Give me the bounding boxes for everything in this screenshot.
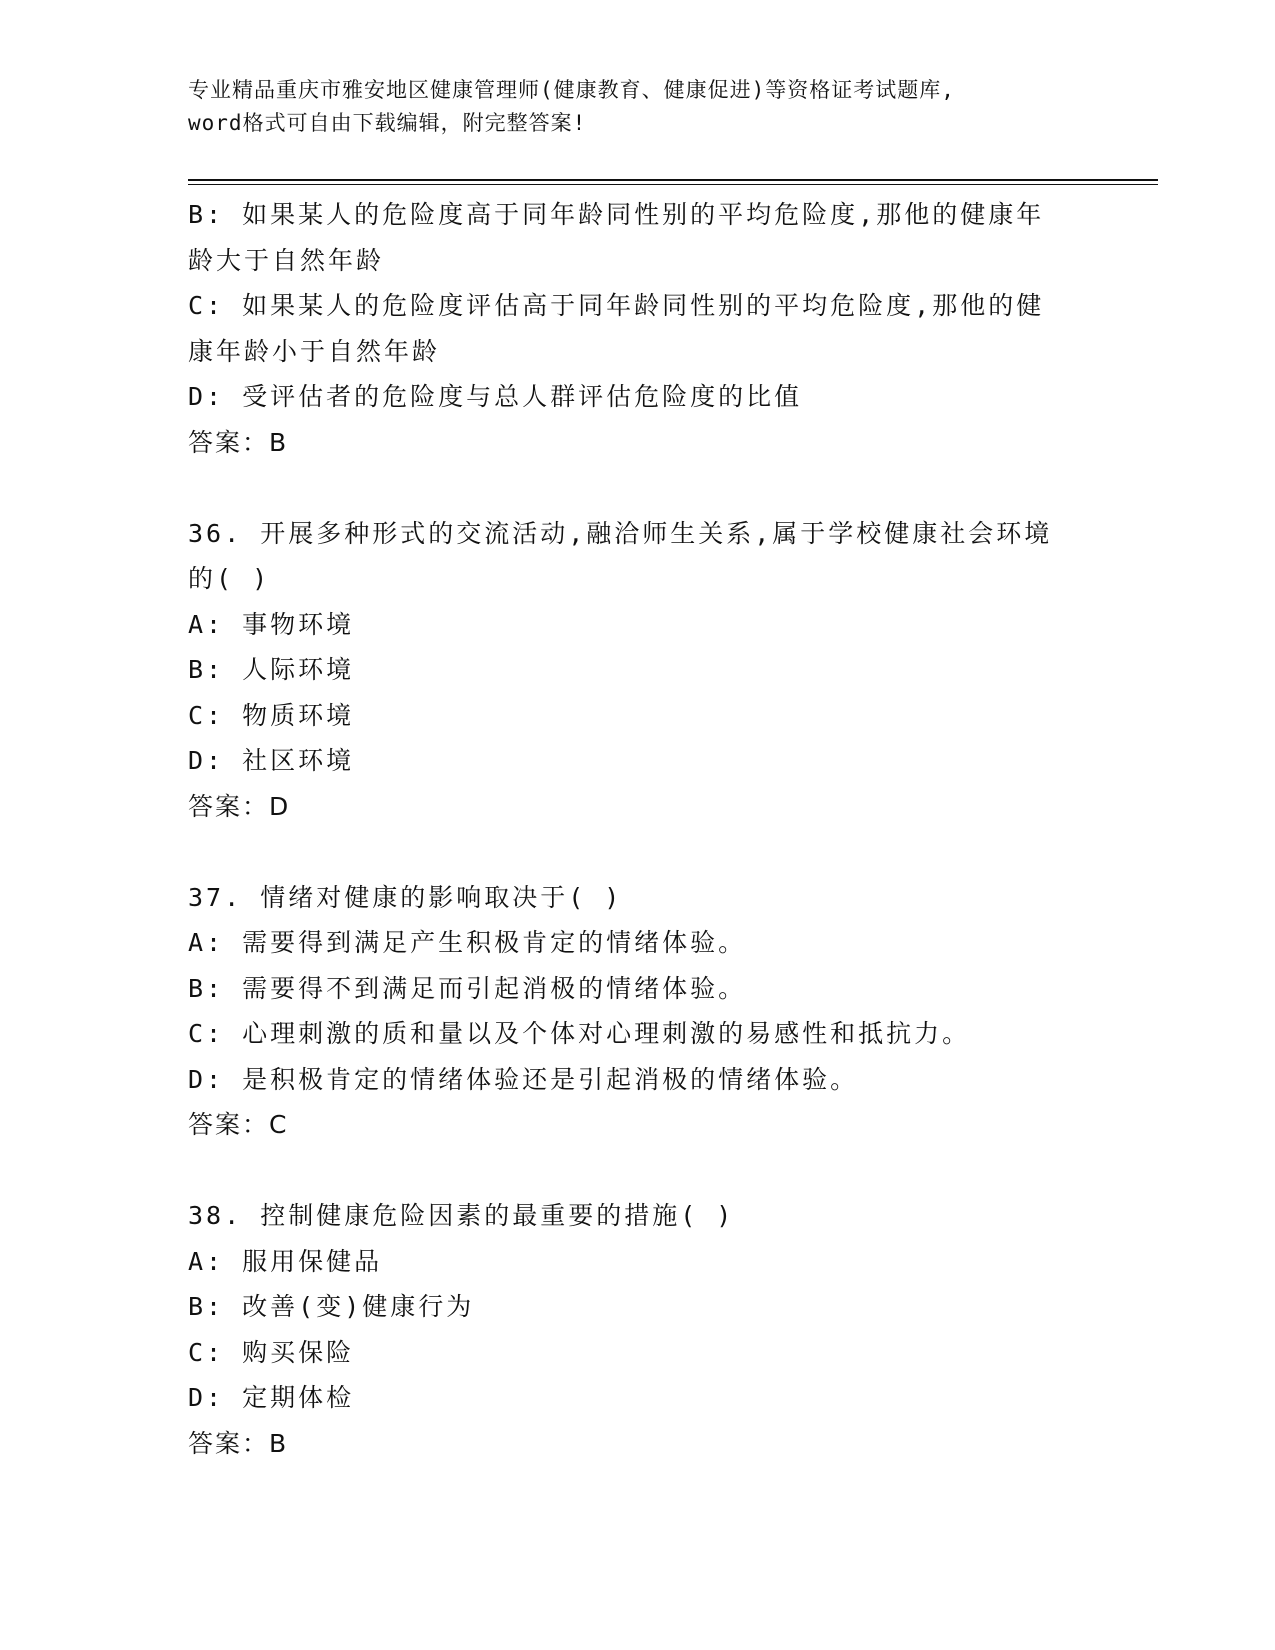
spacer	[188, 829, 1068, 875]
option-a: A: 服用保健品	[188, 1246, 383, 1276]
answer-38: 答案：B	[188, 1428, 289, 1458]
answer-37: 答案：C	[188, 1110, 289, 1139]
question-38-text: 38. 控制健康危险因素的最重要的措施( )	[188, 1201, 735, 1230]
option-b-line1: B: 如果某人的危险度高于同年龄同性别的平均危险度,那他的健康年	[188, 200, 1045, 229]
option-c: C: 购买保险	[188, 1337, 355, 1367]
question-38	[188, 1193, 1068, 1466]
question-36-text-line1: 36. 开展多种形式的交流活动,融洽师生关系,属于学校健康社会环境	[188, 518, 1053, 548]
option-d: D: 定期体检	[188, 1383, 355, 1412]
option-b: B: 人际环境	[188, 655, 355, 684]
document-body	[188, 192, 1068, 1466]
option-c: C: 物质环境	[188, 700, 355, 730]
option-d: D: 社区环境	[188, 746, 355, 775]
option-b-line2: 龄大于自然年龄	[188, 245, 385, 275]
option-c-line2: 康年龄小于自然年龄	[188, 336, 441, 366]
header-divider-thick	[188, 179, 1158, 181]
option-b: B: 需要得不到满足而引起消极的情绪体验。	[188, 973, 747, 1003]
option-a: A: 需要得到满足产生积极肯定的情绪体验。	[188, 928, 747, 957]
spacer	[188, 1148, 1068, 1194]
header-title-line2: word格式可自由下载编辑，附完整答案!	[188, 111, 587, 135]
option-b: B: 改善(变)健康行为	[188, 1292, 475, 1321]
question-35-options	[188, 192, 1068, 465]
header-title-line1: 专业精品重庆市雅安地区健康管理师(健康教育、健康促进)等资格证考试题库,	[188, 78, 955, 102]
option-c: C: 心理刺激的质和量以及个体对心理刺激的易感性和抵抗力。	[188, 1019, 971, 1048]
question-36	[188, 511, 1068, 830]
option-d: D: 是积极肯定的情绪体验还是引起消极的情绪体验。	[188, 1064, 859, 1094]
option-c-line1: C: 如果某人的危险度评估高于同年龄同性别的平均危险度,那他的健	[188, 291, 1045, 320]
question-37-text: 37. 情绪对健康的影响取决于( )	[188, 882, 623, 912]
answer-35: 答案：B	[188, 427, 289, 457]
spacer	[188, 465, 1068, 511]
question-37	[188, 875, 1068, 1148]
document-header	[188, 74, 1088, 140]
header-divider-thin	[188, 184, 1158, 185]
option-d: D: 受评估者的危险度与总人群评估危险度的比值	[188, 382, 803, 411]
answer-36: 答案：D	[188, 791, 291, 821]
option-a: A: 事物环境	[188, 609, 355, 639]
question-36-text-line2: 的( )	[188, 564, 271, 593]
